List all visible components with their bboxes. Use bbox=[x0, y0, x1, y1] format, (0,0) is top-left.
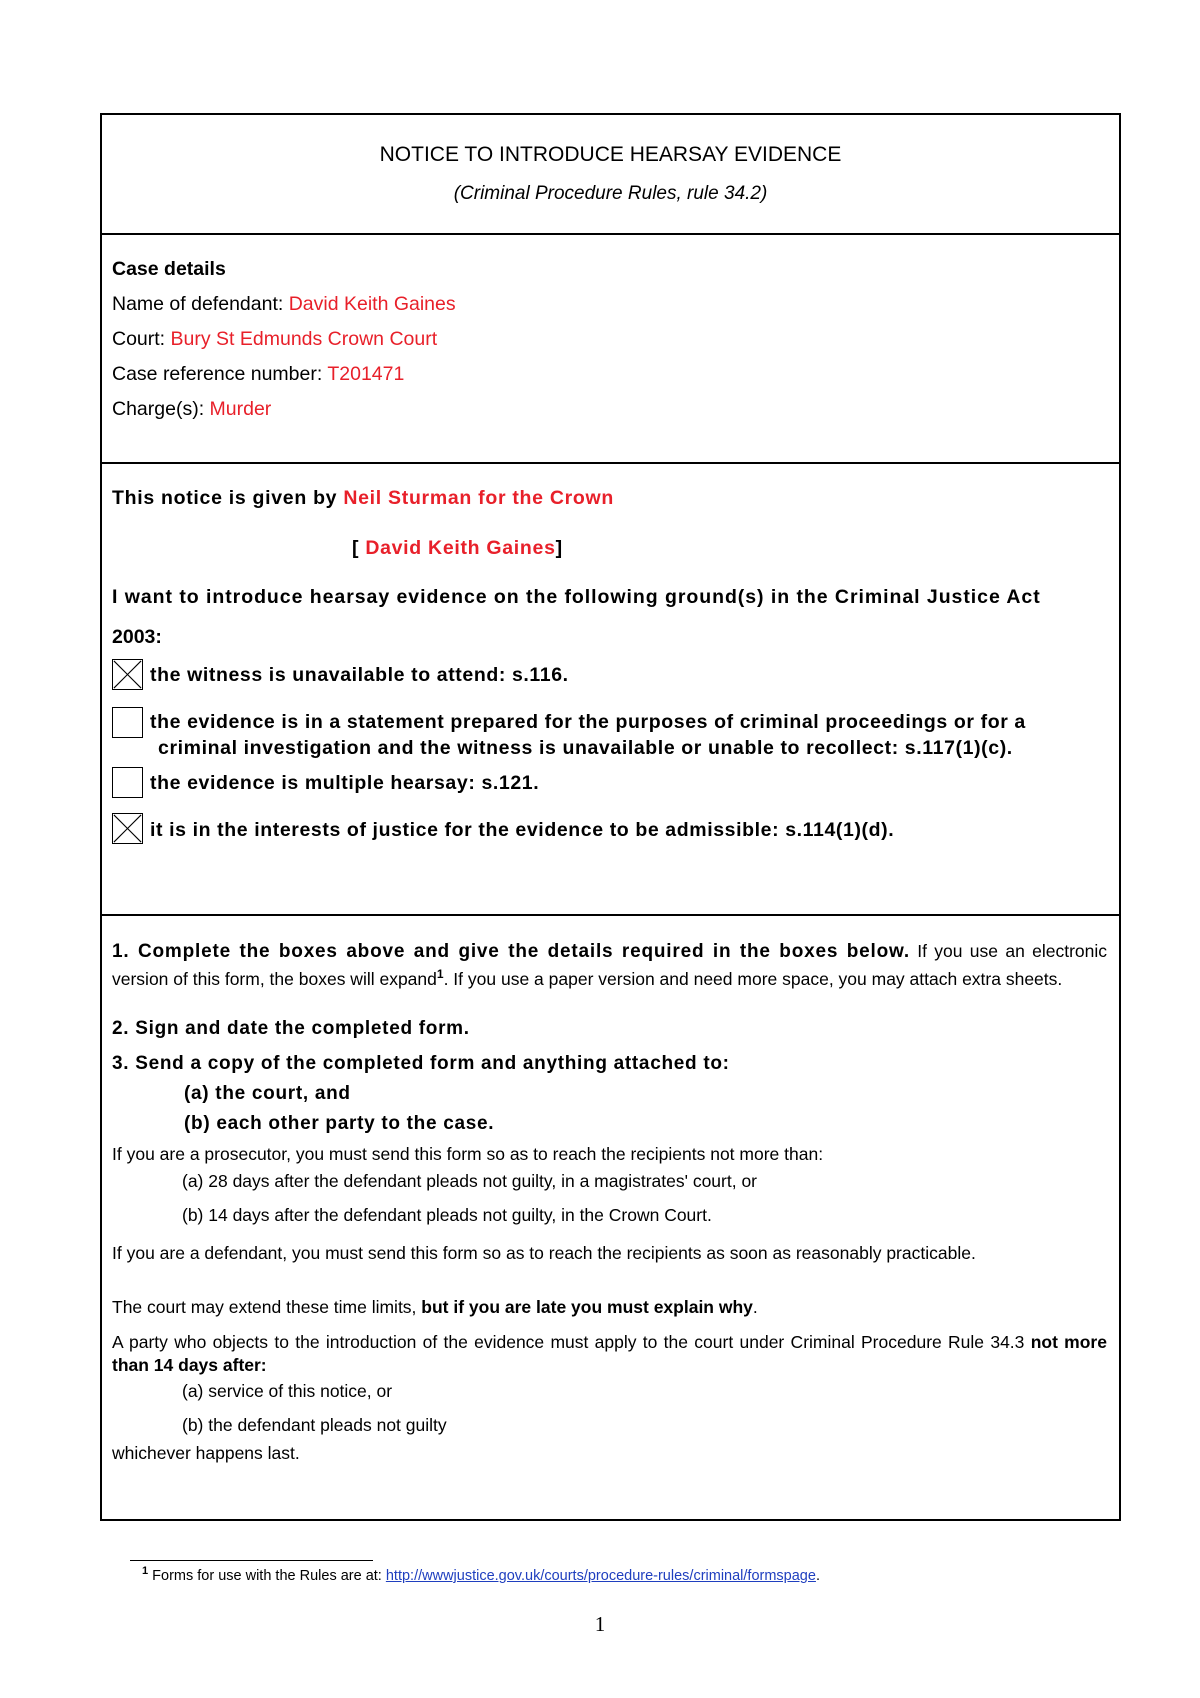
ground-label-s117-line-2: criminal investigation and the witness is unavailable or unable to recollect: s.117(1)(c). bbox=[158, 737, 1013, 759]
on-behalf-of-row bbox=[352, 537, 563, 560]
ground-checkbox-s116[interactable] bbox=[112, 659, 143, 690]
bracket-close: ] bbox=[555, 537, 563, 559]
charges-label: Charge(s): bbox=[112, 398, 210, 420]
ground-checkbox-s114[interactable] bbox=[112, 813, 143, 844]
ground-label-s121: the evidence is multiple hearsay: s.121. bbox=[150, 772, 540, 794]
instruction-step-2: 2. Sign and date the completed form. bbox=[112, 1018, 470, 1039]
objection-text-bold: not more than 14 days after: bbox=[112, 1332, 1107, 1375]
instructions-section bbox=[102, 914, 1119, 1519]
grounds-intro-line-2: 2003: bbox=[112, 626, 162, 648]
footnote-separator bbox=[130, 1560, 373, 1561]
prosecutor-rule: If you are a prosecutor, you must send this form so as to reach the recipients not more than: bbox=[112, 1144, 824, 1164]
court-value[interactable]: Bury St Edmunds Crown Court bbox=[170, 328, 438, 350]
extend-text-a: The court may extend these time limits, bbox=[112, 1297, 422, 1317]
footnote-text: Forms for use with the Rules are at: bbox=[148, 1567, 386, 1584]
case-reference-label: Case reference number: bbox=[112, 363, 328, 385]
defendant-label: Name of defendant: bbox=[112, 293, 289, 315]
form-title: NOTICE TO INTRODUCE HEARSAY EVIDENCE bbox=[379, 143, 842, 166]
court-row bbox=[112, 328, 437, 351]
footnote-number: 1 bbox=[142, 1565, 149, 1577]
checkbox-cross-icon bbox=[113, 660, 142, 689]
case-details-heading: Case details bbox=[112, 258, 226, 280]
case-reference-value[interactable]: T201471 bbox=[327, 363, 405, 385]
instruction-step-1 bbox=[112, 940, 1107, 991]
given-by-label: This notice is given by bbox=[112, 487, 344, 509]
charges-value[interactable]: Murder bbox=[209, 398, 272, 420]
bracket-open: [ bbox=[352, 537, 366, 559]
checkbox-cross-icon bbox=[113, 814, 142, 843]
court-label: Court: bbox=[112, 328, 171, 350]
footnote-end: . bbox=[815, 1567, 820, 1584]
footnote bbox=[142, 1565, 820, 1584]
ground-label-s117: the evidence is in a statement prepared for the purposes of criminal proceedings or for a bbox=[150, 711, 1026, 733]
instruction-step-1-bold: 1. Complete the boxes above and give the details required in the boxes below. bbox=[112, 941, 910, 962]
extend-time-limits bbox=[112, 1297, 758, 1318]
hearsay-notice-form bbox=[100, 113, 1121, 1521]
instruction-step-3-b: (b) each other party to the case. bbox=[184, 1113, 495, 1134]
ground-checkbox-s117[interactable] bbox=[112, 707, 143, 738]
instruction-step-1-text-b: . If you use a paper version and need more space, you may attach extra sheets. bbox=[443, 968, 1063, 989]
grounds-intro-line-1: I want to introduce hearsay evidence on the following ground(s) in the Criminal Justice Act bbox=[112, 586, 1041, 608]
case-reference-row bbox=[112, 363, 404, 386]
form-subtitle: (Criminal Procedure Rules, rule 34.2) bbox=[453, 183, 768, 204]
on-behalf-of-value[interactable]: David Keith Gaines bbox=[365, 537, 556, 559]
defendant-value[interactable]: David Keith Gaines bbox=[288, 293, 456, 315]
given-by-value[interactable]: Neil Sturman for the Crown bbox=[343, 487, 614, 509]
objection-rule bbox=[112, 1331, 1107, 1377]
extend-text-b: . bbox=[752, 1297, 758, 1317]
footnote-reference[interactable]: 1 bbox=[436, 967, 444, 981]
objection-closing: whichever happens last. bbox=[112, 1443, 300, 1463]
defendant-row bbox=[112, 293, 456, 316]
extend-text-bold: but if you are late you must explain why bbox=[421, 1297, 753, 1317]
prosecutor-rule-b: (b) 14 days after the defendant pleads not guilty, in the Crown Court. bbox=[182, 1205, 712, 1225]
instruction-step-3: 3. Send a copy of the completed form and anything attached to: bbox=[112, 1053, 730, 1074]
ground-label-s114: it is in the interests of justice for the evidence to be admissible: s.114(1)(d). bbox=[150, 819, 895, 841]
given-by-row bbox=[112, 487, 614, 510]
charges-row bbox=[112, 398, 271, 421]
instruction-step-3-a: (a) the court, and bbox=[184, 1083, 351, 1104]
objection-option-a: (a) service of this notice, or bbox=[182, 1381, 393, 1401]
page-number: 1 bbox=[594, 1612, 606, 1636]
case-details-section bbox=[102, 233, 1119, 462]
prosecutor-rule-a: (a) 28 days after the defendant pleads not guilty, in a magistrates' court, or bbox=[182, 1171, 758, 1191]
objection-option-b: (b) the defendant pleads not guilty bbox=[182, 1415, 447, 1435]
ground-checkbox-s121[interactable] bbox=[112, 767, 143, 798]
form-title-section bbox=[102, 115, 1119, 233]
ground-label-s116: the witness is unavailable to attend: s.116. bbox=[150, 664, 569, 686]
defendant-rule: If you are a defendant, you must send this form so as to reach the recipients as soon as reasonably practicable. bbox=[112, 1243, 976, 1263]
instruction-step-1-text-a: If you use an electronic version of this form, the boxes will expand bbox=[112, 941, 1107, 989]
notice-section bbox=[102, 462, 1119, 914]
forms-page-link[interactable]: http://wwwjustice.gov.uk/courts/procedure-rules/criminal/formspage bbox=[385, 1567, 816, 1584]
objection-text: A party who objects to the introduction of the evidence must apply to the court under Criminal Procedure Rule 34.3 bbox=[112, 1332, 1031, 1352]
